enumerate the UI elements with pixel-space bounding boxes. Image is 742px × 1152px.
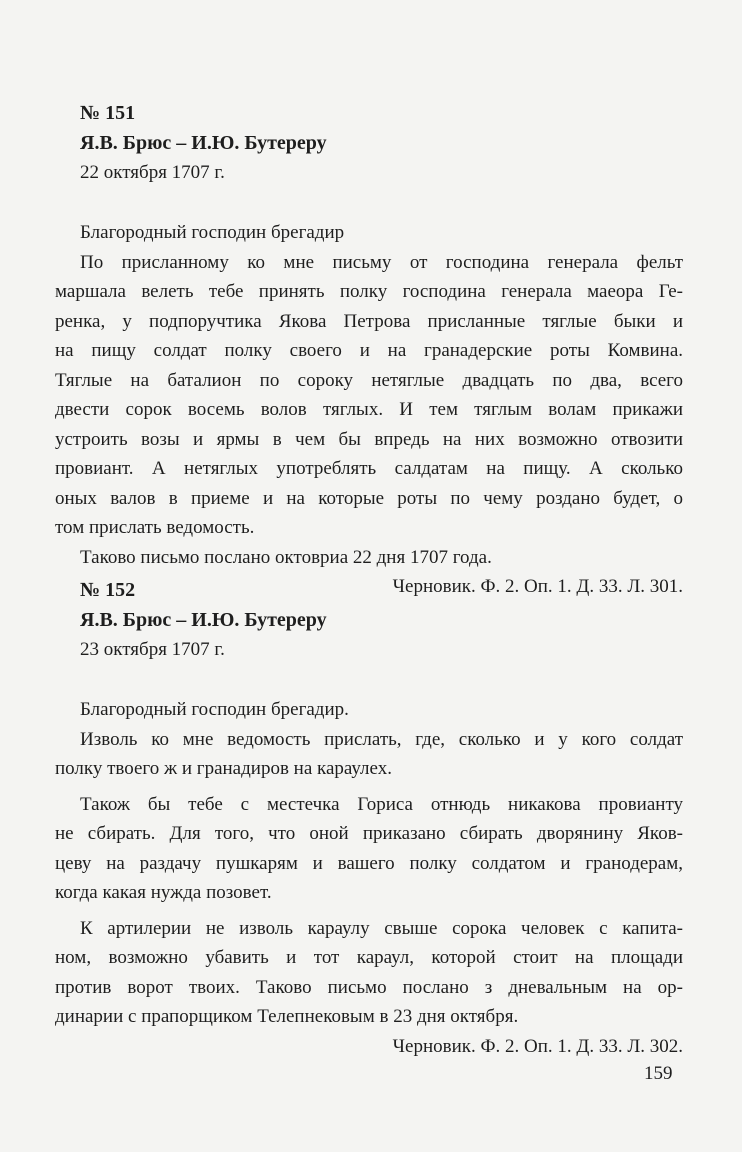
- paragraph: [55, 790, 683, 908]
- body-line: К артилерии не изволь караулу свыше сорока человек с капита-: [80, 917, 683, 939]
- body-line: Також бы тебе с местечка Гориса отнюдь никакова провианту: [80, 793, 683, 815]
- body-line: когда какая нужда позовет.: [55, 882, 272, 903]
- body-line: устроить возы и ярмы в чем бы впредь на них возможно отвозити: [55, 428, 683, 450]
- document-date: 23 октября 1707 г.: [80, 639, 225, 660]
- closing-note: Таково письмо послано октовриа 22 дня 1707 года.: [80, 546, 492, 568]
- salutation: Благородный господин брегадир: [80, 222, 345, 243]
- page-number: 159: [644, 1063, 673, 1084]
- body-line: провиант. А нетяглых употреблять салдатам на пищу. А сколько: [55, 458, 683, 479]
- body-line: цеву на раздачу пушкарям и вашего полку солдатом и гранодерам,: [55, 852, 683, 874]
- body-line: том прислать ведомость.: [55, 517, 255, 538]
- paragraph: [55, 725, 683, 784]
- body-line: Изволь ко мне ведомость прислать, где, сколько и у кого солдат: [80, 728, 683, 750]
- paragraph: [55, 914, 683, 1032]
- body-line: динарии с прапорщиком Телепнековым в 23 дня октября.: [55, 1006, 519, 1027]
- body-line: Тяглые на баталион по сороку нетяглые двадцать по два, всего: [55, 369, 683, 391]
- body-line: полку твоего ж и гранадиров на караулех.: [55, 758, 392, 779]
- letter-body: [55, 248, 683, 543]
- body-line: маршала велеть тебе принять полку господина генерала маеора Ге-: [55, 281, 683, 302]
- salutation: Благородный господин брегадир.: [80, 699, 349, 720]
- document-date: 22 октября 1707 г.: [80, 162, 225, 183]
- archive-source: Черновик. Ф. 2. Оп. 1. Д. 33. Л. 301.: [392, 576, 683, 597]
- document-number: № 152: [80, 579, 136, 601]
- body-line: на пищу солдат полку своего и на гранадерские роты Комвина.: [55, 340, 683, 361]
- body-line: не сбирать. Для того, что оной приказано сбирать дворянину Яков-: [55, 823, 683, 844]
- body-line: ренка, у подпоручтика Якова Петрова присланные тяглые быки и: [55, 310, 683, 332]
- document-152: [55, 575, 683, 1061]
- document-title: Я.В. Брюс – И.Ю. Бутереру: [80, 609, 327, 631]
- document-title: Я.В. Брюс – И.Ю. Бутереру: [80, 132, 327, 154]
- archive-source: Черновик. Ф. 2. Оп. 1. Д. 33. Л. 302.: [392, 1035, 683, 1057]
- document-number: № 151: [80, 102, 136, 124]
- body-line: против ворот твоих. Таково письмо послано з дневальным на ор-: [55, 976, 683, 998]
- body-line: двести сорок восемь волов тяглых. И тем тяглым волам прикажи: [55, 399, 683, 420]
- body-line: ном, возможно убавить и тот караул, которой стоит на площади: [55, 947, 683, 968]
- body-line: По присланному ко мне письму от господина генерала фельт: [80, 251, 683, 273]
- body-line: оных валов в приеме и на которые роты по чему роздано будет, о: [55, 487, 683, 509]
- document-151: [55, 98, 683, 602]
